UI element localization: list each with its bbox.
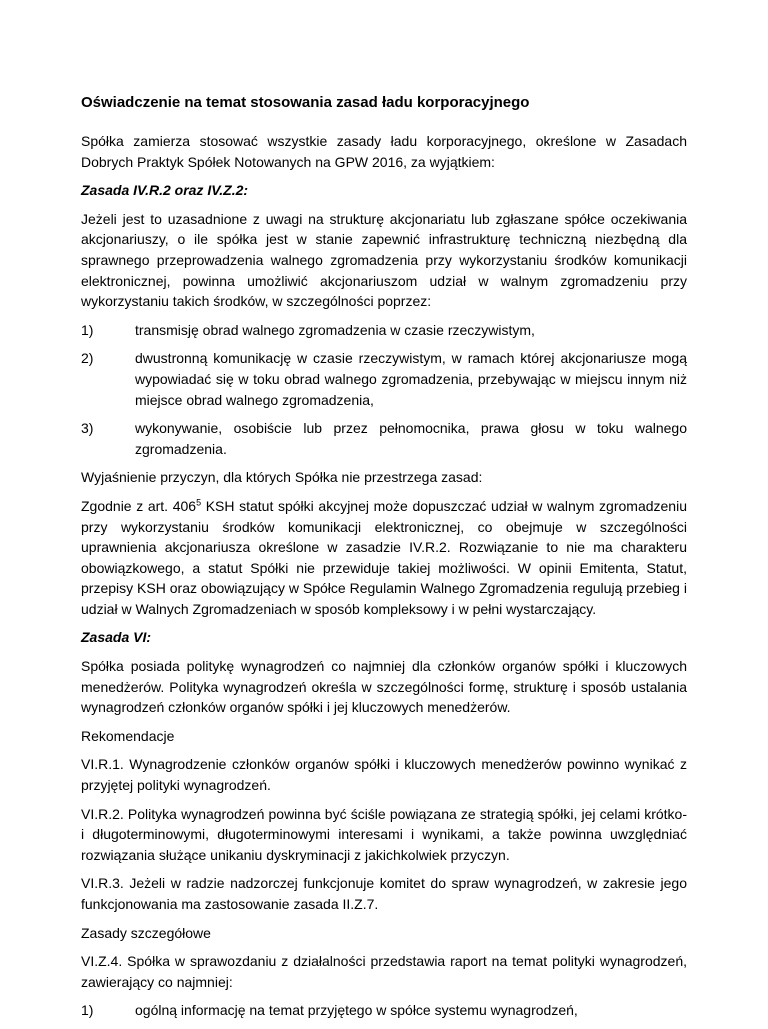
list-item-number: 1) — [81, 321, 94, 338]
intro-paragraph: Spółka zamierza stosować wszystkie zasady ładu korporacyjnego, określone w Zasadach Dobrych Praktyk Spółek Notowanych na GPW 2016, za wyjątkiem: — [81, 133, 687, 170]
document-body — [81, 93, 687, 1029]
list-item — [81, 320, 687, 341]
explanation-text-rest: KSH statut spółki akcyjnej może dopuszczać udział w walnym zgromadzeniu przy wykorzystaniu środków komunikacji elektronicznej, co obejmuje w szczególności uprawnienia akcjonariusza określone w zasadzie IV.R.2. Rozwiązanie to nie ma charakteru obowiązkowego, a statut Spółki nie przewiduje takiej możliwości. W opinii Emitenta, Statut, przepisy KSH oraz obowiązujący w Spółce Regulamin Walnego Zgromadzenia regulują przebieg i udział w Walnych Zgromadzeniach w sposób kompleksowy i w pełni wystarczający. — [81, 497, 687, 617]
superscript: 5 — [196, 497, 202, 508]
list-item-text: transmisję obrad walnego zgromadzenia w czasie rzeczywistym, — [135, 321, 535, 338]
list-item-text: wykonywanie, osobiście lub przez pełnomocnika, prawa głosu w toku walnego zgromadzenia. — [135, 420, 687, 457]
list-item-number: 1) — [81, 1002, 94, 1019]
list-item — [81, 348, 687, 410]
recommendation-r1: VI.R.1. Wynagrodzenie członków organów spółki i kluczowych menedżerów powinno wynikać z przyjętej polityki wynagrodzeń. — [81, 756, 687, 794]
list-item-text: ogólną informację na temat przyjętego w spółce systemu wynagrodzeń, — [135, 1002, 578, 1019]
explanation-label: Wyjaśnienie przyczyn, dla których Spółka nie przestrzega zasad: — [81, 469, 483, 486]
explanation-text-start: Zgodnie z art. 406 — [81, 497, 197, 514]
list-item — [81, 418, 687, 459]
section-heading-iv: Zasada IV.R.2 oraz IV.Z.2: — [81, 182, 249, 199]
list-item-number: 2) — [81, 350, 94, 367]
rule-z4: VI.Z.4. Spółka w sprawozdaniu z działalności przedstawia raport na temat polityki wynagrodzeń, zawierający co najmniej: — [81, 953, 687, 990]
section-vi-body: Spółka posiada politykę wynagrodzeń co najmniej dla członków organów spółki i kluczowych menedżerów. Polityka wynagrodzeń określa w szczególności formę, strukturę i sposób ustalania wynagrodzeń członków organów spółki i jej kluczowych menedżerów. — [81, 658, 687, 716]
page-title: Oświadczenie na temat stosowania zasad ładu korporacyjnego — [81, 94, 530, 111]
section-iv-body: Jeżeli jest to uzasadnione z uwagi na strukturę akcjonariatu lub zgłaszane spółce oczekiwania akcjonariuszy, o ile spółka jest w stanie zapewnić infrastrukturę techniczną niezbędną dla sprawnego przeprowadzenia walnego zgromadzenia przy wykorzystaniu środków komunikacji elektronicznej, powinna umożliwić akcjonariuszom udział w walnym zgromadzeniu przy wykorzystaniu takich środków, w szczególności poprzez: — [81, 210, 687, 310]
explanation-paragraph — [81, 496, 687, 620]
recommendations-label: Rekomendacje — [81, 727, 175, 744]
list-item — [81, 1000, 687, 1021]
section-heading-vi: Zasada VI: — [81, 629, 152, 646]
detailed-rules-label: Zasady szczegółowe — [81, 924, 211, 941]
recommendation-r2: VI.R.2. Polityka wynagrodzeń powinna być ściśle powiązana ze strategią spółki, jej celami krótko- i długoterminowymi, długoterminowymi interesami i wynikami, a także powinna uwzględniać rozwiązania służące unikaniu dyskryminacji z jakichkolwiek przyczyn. — [81, 805, 687, 863]
list-item-number: 3) — [81, 420, 94, 437]
list-item-text: dwustronną komunikację w czasie rzeczywistym, w ramach której akcjonariusze mogą wypowiadać się w toku obrad walnego zgromadzenia, przebywając w miejscu innym niż miejsce obrad walnego zgromadzenia, — [135, 350, 687, 408]
recommendation-r3: VI.R.3. Jeżeli w radzie nadzorczej funkcjonuje komitet do spraw wynagrodzeń, w zakresie jego funkcjonowania ma zastosowanie zasada II.Z.7. — [81, 875, 687, 912]
